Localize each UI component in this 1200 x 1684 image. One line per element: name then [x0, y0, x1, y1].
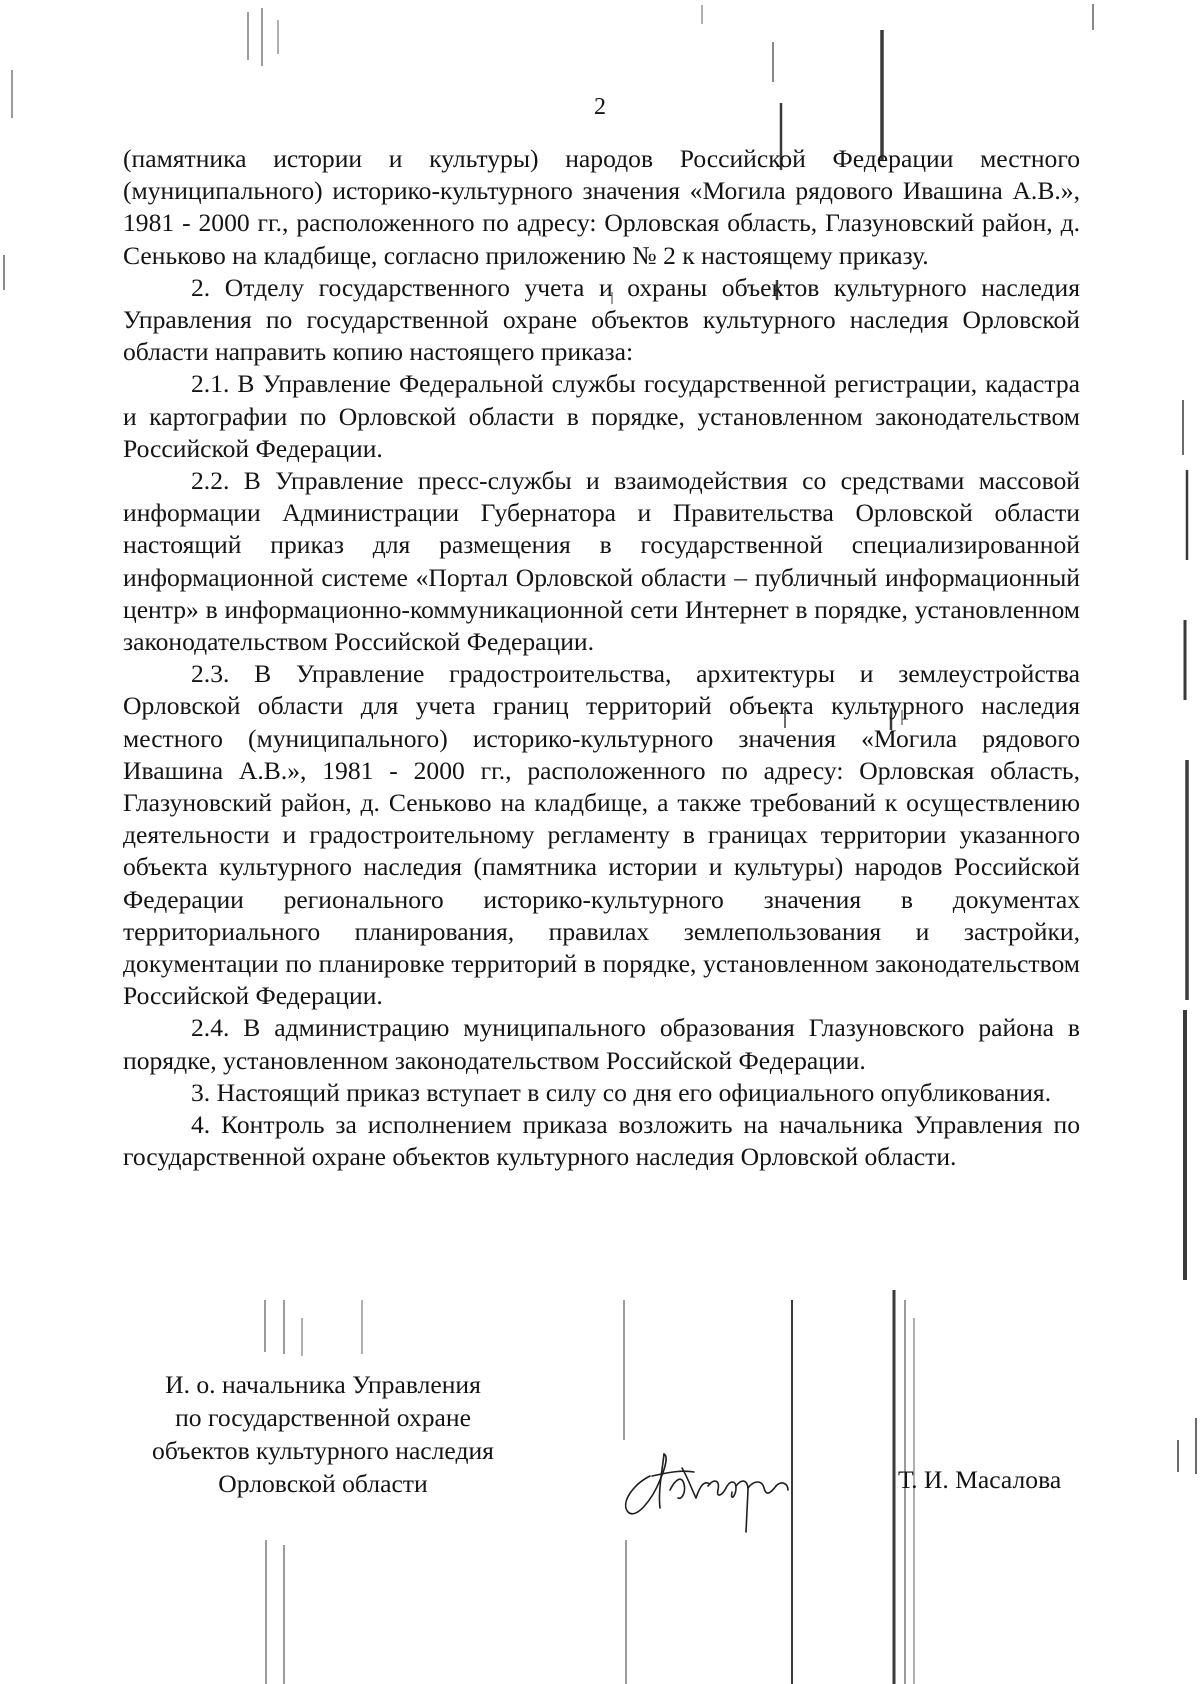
paragraph-item-2-2: 2.2. В Управление пресс-службы и взаимодействия со средствами массовой информации Администрации Губернатора и Правительства Орловской области настоящий приказ для размещения в государственной специализированной информационной системе «Портал Орловской области – публичный информационный центр» в информационно-коммуникационной сети Интернет в порядке, установленном законодательством Российской Федерации. [123, 466, 1080, 657]
paragraph-item-2-3: 2.3. В Управление градостроительства, архитектуры и землеустройства Орловской области для учета границ территорий объекта культурного наследия местного (муниципального) историко-культурного значения «Могила рядового Ивашина А.В.», 1981 - 2000 гг., расположенного по адресу: Орловская область, Глазуновский район, д. Сеньково на кладбище, а также требований к осуществлению деятельности и градостроительному регламенту в границах территории указанного объекта культурного наследия (памятника истории и культуры) народов Российской Федерации регионального историко-культурного значения в документах территориального планирования, правилах землепользования и застройки, документации по планировке территорий в порядке, установленном законодательством Российской Федерации. [123, 659, 1080, 1011]
document-body [123, 143, 1080, 1174]
signatory-position-line: И. о. начальника Управления [165, 1370, 481, 1399]
paragraph-continuation: (памятника истории и культуры) народов Российской Федерации местного (муниципального) историко-культурного значения «Могила рядового Ивашина А.В.», 1981 - 2000 гг., расположенного по адресу: Орловская область, Глазуновский район, д. Сеньково на кладбище, согласно приложению № 2 к настоящему приказу. [123, 144, 1080, 270]
handwritten-signature [612, 1428, 792, 1538]
paragraph-item-2-1: 2.1. В Управление Федеральной службы государственной регистрации, кадастра и картографии по Орловской области в порядке, установленном законодательством Российской Федерации. [123, 369, 1080, 463]
page-number: 2 [594, 94, 606, 120]
paragraph-item-2-4: 2.4. В администрацию муниципального образования Глазуновского района в порядке, установленном законодательством Российской Федерации. [123, 1013, 1080, 1075]
paragraph-item-2: 2. Отделу государственного учета и охраны объектов культурного наследия Управления по государственной охране объектов культурного наследия Орловской области направить копию настоящего приказа: [123, 272, 1080, 367]
signatory-position-line: по государственной охране [175, 1403, 471, 1432]
signatory-position-line: Орловской области [218, 1469, 428, 1498]
signer-name: Т. И. Масалова [898, 1465, 1062, 1494]
signatory-position-line: объектов культурного наследия [152, 1436, 494, 1465]
paragraph-item-4: 4. Контроль за исполнением приказа возложить на начальника Управления по государственной охране объектов культурного наследия Орловской области. [123, 1110, 1080, 1172]
paragraph-item-3: 3. Настоящий приказ вступает в силу со дня его официального опубликования. [191, 1077, 1052, 1107]
signatory-position [128, 1368, 518, 1500]
